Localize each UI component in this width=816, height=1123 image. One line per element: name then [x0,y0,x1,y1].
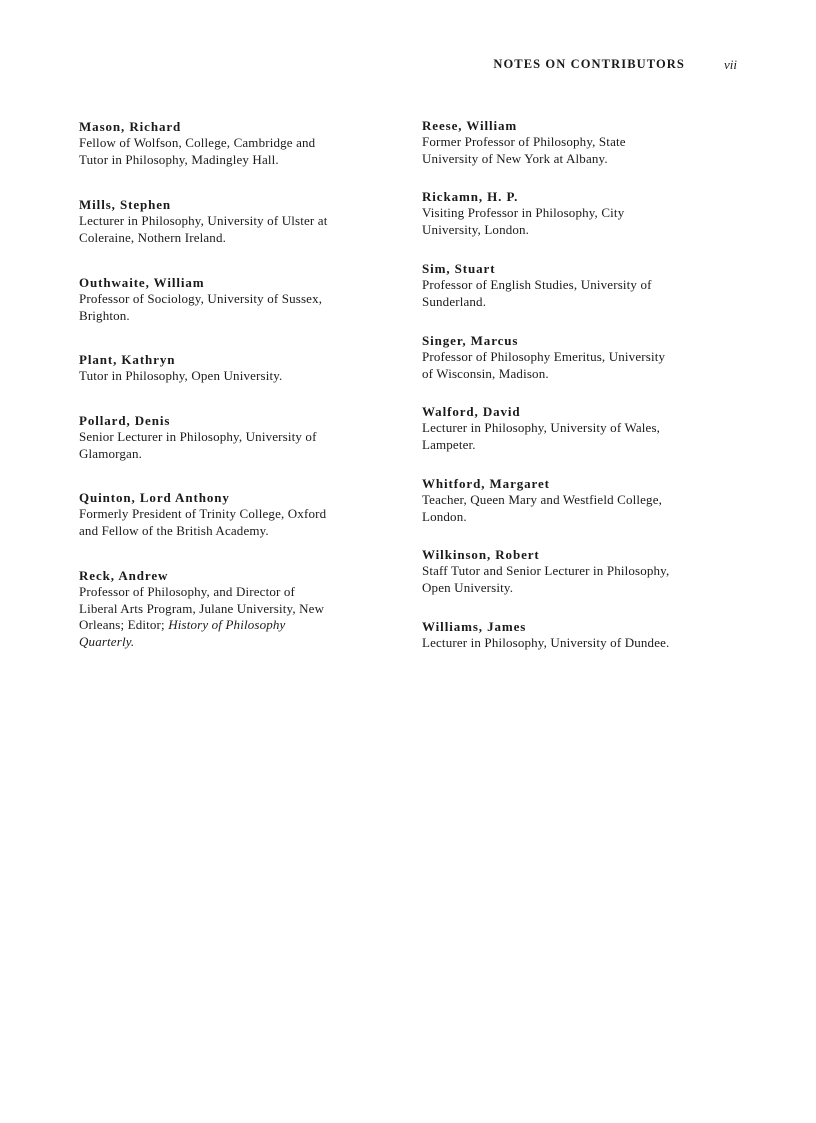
contributor-description [422,635,742,652]
description-line: Former Professor of Philosophy, State [422,134,626,149]
contributor-entry [422,333,742,382]
contributor-entry [79,197,399,246]
description-line: University of New York at Albany. [422,150,608,166]
description-line: Staff Tutor and Senior Lecturer in Philosophy, [422,563,670,578]
description-line: Professor of Philosophy, and Director of [79,584,296,599]
description-line: Open University. [422,579,514,595]
description-line: University, London. [422,221,530,237]
contributor-description [79,584,399,650]
description-line: Tutor in Philosophy, Madingley Hall. [79,151,279,167]
contributor-name: Reese, William [422,118,518,133]
contributor-description [422,420,742,453]
description-line: of Wisconsin, Madison. [422,365,549,381]
contributor-description [422,563,742,596]
contributor-entry [422,118,742,167]
contributor-description [79,135,399,168]
contributor-description [422,134,742,167]
contributor-name: Outhwaite, William [79,275,205,290]
description-line: Glamorgan. [79,445,142,461]
journal-title-continued: Quarterly. [79,633,135,649]
description-line: Professor of English Studies, University of [422,277,652,292]
contributor-entry [79,490,399,539]
description-line: and Fellow of the British Academy. [79,522,269,538]
description-line: Senior Lecturer in Philosophy, University of [79,429,317,444]
contributor-name: Wilkinson, Robert [422,547,540,562]
contributor-name: Whitford, Margaret [422,476,550,491]
description-line: Lecturer in Philosophy, University of Ulster at [79,213,328,228]
contributor-name: Pollard, Denis [79,413,171,428]
contributor-entry [79,413,399,462]
contributor-entry [79,568,399,650]
description-line: Brighton. [79,307,130,323]
description-line: Lampeter. [422,436,476,452]
contributor-entry [79,119,399,168]
description-line: London. [422,508,467,524]
contributor-name: Walford, David [422,404,521,419]
description-line: Lecturer in Philosophy, University of Dundee. [422,635,670,650]
running-head [0,57,816,73]
contributor-entry [422,404,742,453]
contributor-name: Reck, Andrew [79,568,169,583]
contributor-description [79,213,399,246]
journal-title: History of Philosophy [168,617,286,632]
contributor-entry [79,352,399,385]
page-number: vii [724,57,737,72]
contributor-entry [79,275,399,324]
description-line: Liberal Arts Program, Julane University, New [79,600,325,616]
description-line: Coleraine, Nothern Ireland. [79,229,226,245]
contributor-description [79,291,399,324]
contributor-name: Mason, Richard [79,119,182,134]
description-text: Orleans; Editor; [79,617,165,632]
contributor-name: Sim, Stuart [422,261,496,276]
contributor-entry [422,476,742,525]
description-line: Tutor in Philosophy, Open University. [79,368,283,383]
contributor-description [79,506,399,539]
description-line: Professor of Sociology, University of Sussex, [79,291,323,306]
description-line: Lecturer in Philosophy, University of Wales, [422,420,661,435]
contributor-name: Plant, Kathryn [79,352,176,367]
description-line: Formerly President of Trinity College, Oxford [79,506,327,521]
contributor-entry [422,189,742,238]
contributor-entry [422,547,742,596]
contributor-description [422,492,742,525]
contributor-description [79,368,399,385]
contributor-entry [422,261,742,310]
contributor-description [422,349,742,382]
page-title: NOTES ON CONTRIBUTORS [493,57,685,71]
description-line: Visiting Professor in Philosophy, City [422,205,625,220]
description-line [79,617,399,634]
description-line: Sunderland. [422,293,487,309]
contributor-description [422,205,742,238]
contributor-name: Rickamn, H. P. [422,189,519,204]
contributor-name: Singer, Marcus [422,333,519,348]
contributor-description [422,277,742,310]
description-line: Teacher, Queen Mary and Westfield College, [422,492,663,507]
description-line: Fellow of Wolfson, College, Cambridge and [79,135,316,150]
contributor-name: Williams, James [422,619,527,634]
description-line: Professor of Philosophy Emeritus, University [422,349,666,364]
contributor-description [79,429,399,462]
contributor-entry [422,619,742,652]
contributor-name: Quinton, Lord Anthony [79,490,230,505]
contributor-name: Mills, Stephen [79,197,172,212]
